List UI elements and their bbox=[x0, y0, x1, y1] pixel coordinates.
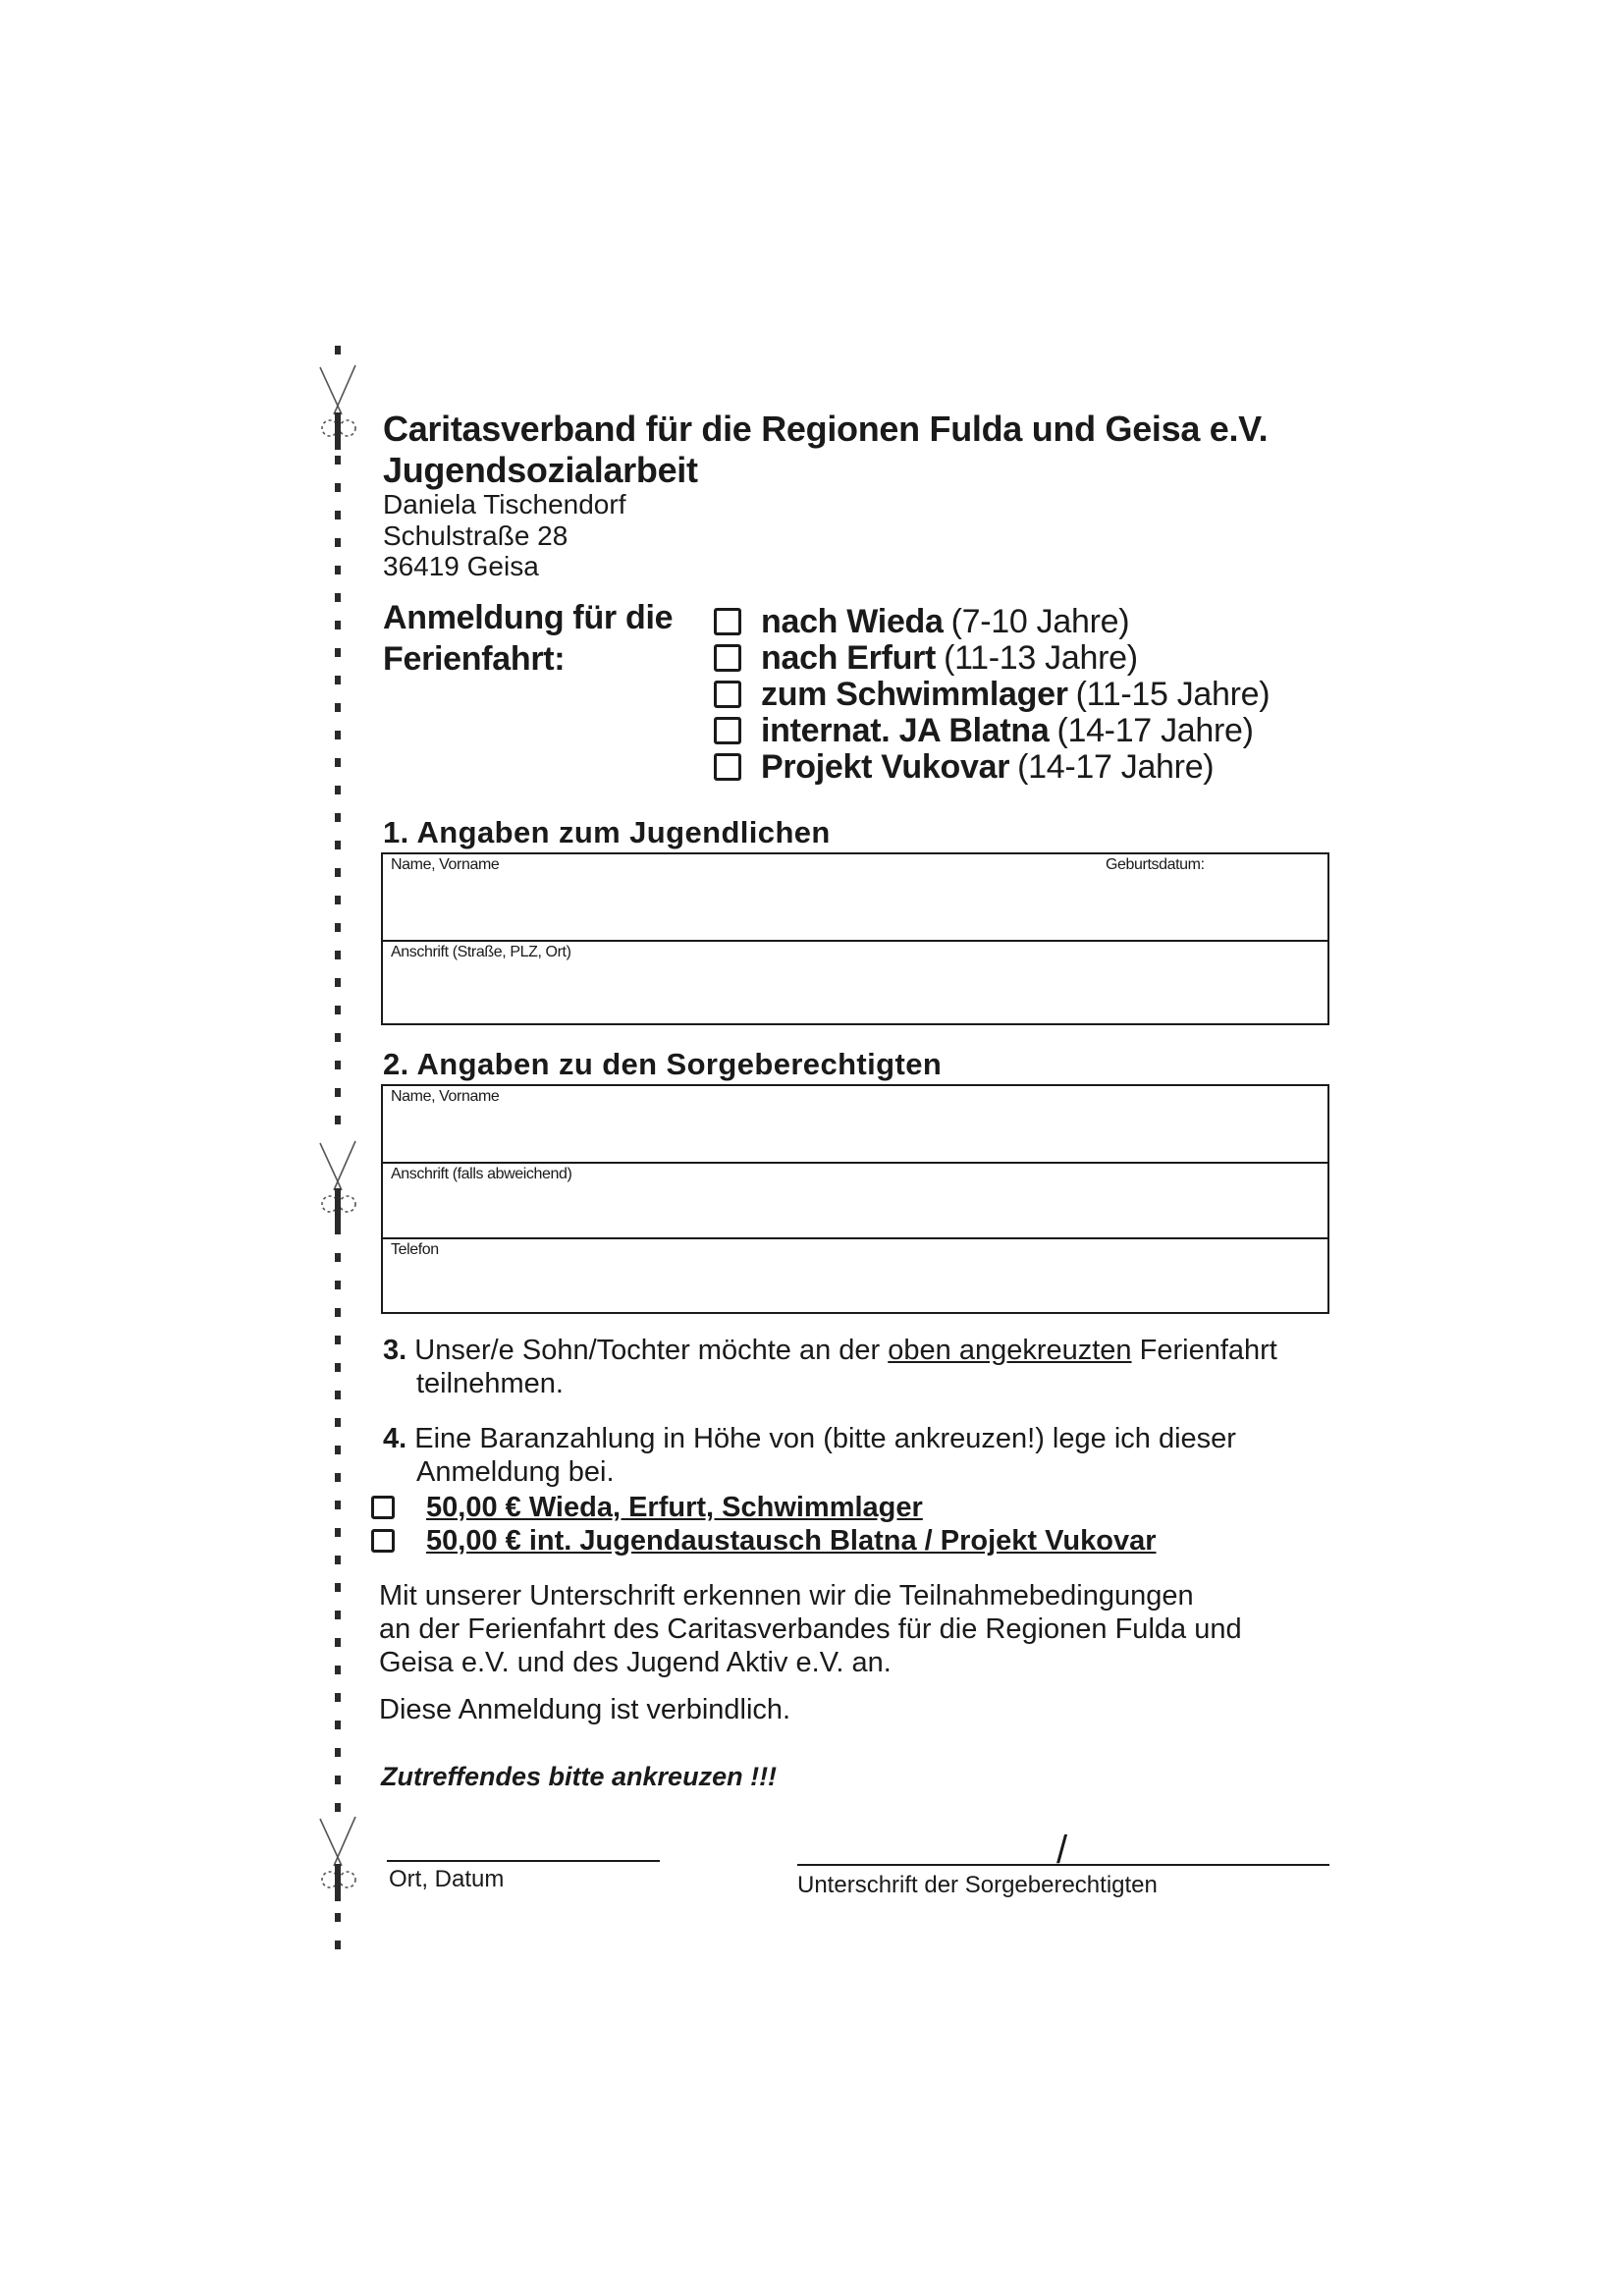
checkbox[interactable] bbox=[714, 644, 741, 672]
guardian-address-field[interactable] bbox=[383, 1162, 1327, 1237]
section-heading-youth: 1. Angaben zum Jugendlichen bbox=[383, 815, 831, 849]
trip-option-erfurt[interactable] bbox=[714, 639, 1138, 677]
trip-option-schwimmlager[interactable] bbox=[714, 676, 1270, 713]
field-label: Name, Vorname bbox=[391, 1088, 500, 1105]
organization-name: Caritasverband für die Regionen Fulda und Geisa e.V. bbox=[383, 409, 1269, 449]
youth-info-form bbox=[381, 852, 1329, 1025]
checkbox[interactable] bbox=[371, 1529, 395, 1553]
checkbox[interactable] bbox=[714, 717, 741, 744]
trip-age: (11-13 Jahre) bbox=[944, 638, 1138, 677]
statement-text-underlined: oben angekreuzten bbox=[888, 1335, 1132, 1366]
contact-name: Daniela Tischendorf bbox=[383, 489, 626, 519]
section-heading-guardians: 2. Angaben zu den Sorgeberechtigten bbox=[383, 1047, 943, 1081]
trip-name: zum Schwimmlager bbox=[761, 675, 1068, 713]
trip-age: (14-17 Jahre) bbox=[1017, 747, 1215, 786]
scissors-icon bbox=[312, 363, 363, 450]
registration-title-line: Anmeldung für die bbox=[383, 599, 674, 636]
place-date-line[interactable] bbox=[387, 1860, 660, 1862]
consent-text bbox=[379, 1579, 1242, 1679]
scissors-icon bbox=[312, 1815, 363, 1901]
payment-option-2[interactable] bbox=[371, 1524, 1157, 1558]
guardian-signature-label: Unterschrift der Sorgeberechtigten bbox=[797, 1872, 1158, 1898]
trip-age: (7-10 Jahre) bbox=[950, 602, 1130, 640]
contact-city: 36419 Geisa bbox=[383, 551, 539, 581]
guardian-info-form bbox=[381, 1084, 1329, 1314]
checkbox[interactable] bbox=[714, 681, 741, 708]
statement-text: Anmeldung bei. bbox=[416, 1456, 615, 1488]
trip-name: nach Wieda bbox=[761, 602, 944, 640]
trip-age: (11-15 Jahre) bbox=[1075, 675, 1271, 713]
registration-title-line: Ferienfahrt: bbox=[383, 640, 566, 678]
trip-name: nach Erfurt bbox=[761, 638, 937, 677]
guardian-phone-field[interactable] bbox=[383, 1237, 1327, 1312]
statement-text: Eine Baranzahlung in Höhe von (bitte ankreuzen!) lege ich dieser bbox=[414, 1423, 1236, 1454]
consent-line: Mit unserer Unterschrift erkennen wir die Teilnahmebedingungen bbox=[379, 1580, 1194, 1612]
guardian-name-field[interactable] bbox=[383, 1086, 1327, 1162]
trip-option-wieda[interactable] bbox=[714, 603, 1129, 640]
trip-option-blatna[interactable] bbox=[714, 712, 1254, 749]
trip-name: internat. JA Blatna bbox=[761, 711, 1050, 749]
consent-line: Geisa e.V. und des Jugend Aktiv e.V. an. bbox=[379, 1647, 892, 1678]
checkbox[interactable] bbox=[714, 753, 741, 781]
statement-text: teilnehmen. bbox=[416, 1368, 564, 1399]
field-label: Telefon bbox=[391, 1241, 439, 1258]
payment-text: 50,00 € int. Jugendaustausch Blatna / Projekt Vukovar bbox=[426, 1524, 1157, 1557]
field-label: Geburtsdatum: bbox=[1106, 856, 1205, 873]
statement-text: Unser/e Sohn/Tochter möchte an der bbox=[414, 1335, 881, 1366]
checkbox[interactable] bbox=[714, 608, 741, 635]
department-name: Jugendsozialarbeit bbox=[383, 450, 698, 490]
trip-age: (14-17 Jahre) bbox=[1056, 711, 1254, 749]
participation-statement bbox=[383, 1334, 1277, 1400]
checkbox[interactable] bbox=[371, 1496, 395, 1519]
trip-name: Projekt Vukovar bbox=[761, 747, 1010, 786]
check-note: Zutreffendes bitte ankreuzen !!! bbox=[381, 1762, 778, 1791]
scissors-icon bbox=[312, 1139, 363, 1226]
youth-name-field[interactable] bbox=[383, 854, 1327, 940]
payment-option-1[interactable] bbox=[371, 1491, 923, 1524]
field-label: Name, Vorname bbox=[391, 856, 500, 873]
binding-notice: Diese Anmeldung ist verbindlich. bbox=[379, 1694, 791, 1725]
youth-address-field[interactable] bbox=[383, 940, 1327, 1023]
field-label: Anschrift (falls abweichend) bbox=[391, 1166, 572, 1182]
statement-text: Ferienfahrt bbox=[1139, 1335, 1277, 1366]
field-label: Anschrift (Straße, PLZ, Ort) bbox=[391, 944, 571, 960]
signature-slash: / bbox=[1056, 1829, 1068, 1872]
contact-street: Schulstraße 28 bbox=[383, 520, 568, 551]
trip-option-vukovar[interactable] bbox=[714, 748, 1214, 786]
place-date-label: Ort, Datum bbox=[389, 1866, 505, 1892]
deposit-statement bbox=[383, 1422, 1236, 1489]
item-number: 4. bbox=[383, 1423, 407, 1454]
item-number: 3. bbox=[383, 1335, 407, 1366]
payment-text: 50,00 € Wieda, Erfurt, Schwimmlager bbox=[426, 1491, 923, 1523]
consent-line: an der Ferienfahrt des Caritasverbandes für die Regionen Fulda und bbox=[379, 1613, 1242, 1645]
registration-title bbox=[383, 597, 673, 680]
